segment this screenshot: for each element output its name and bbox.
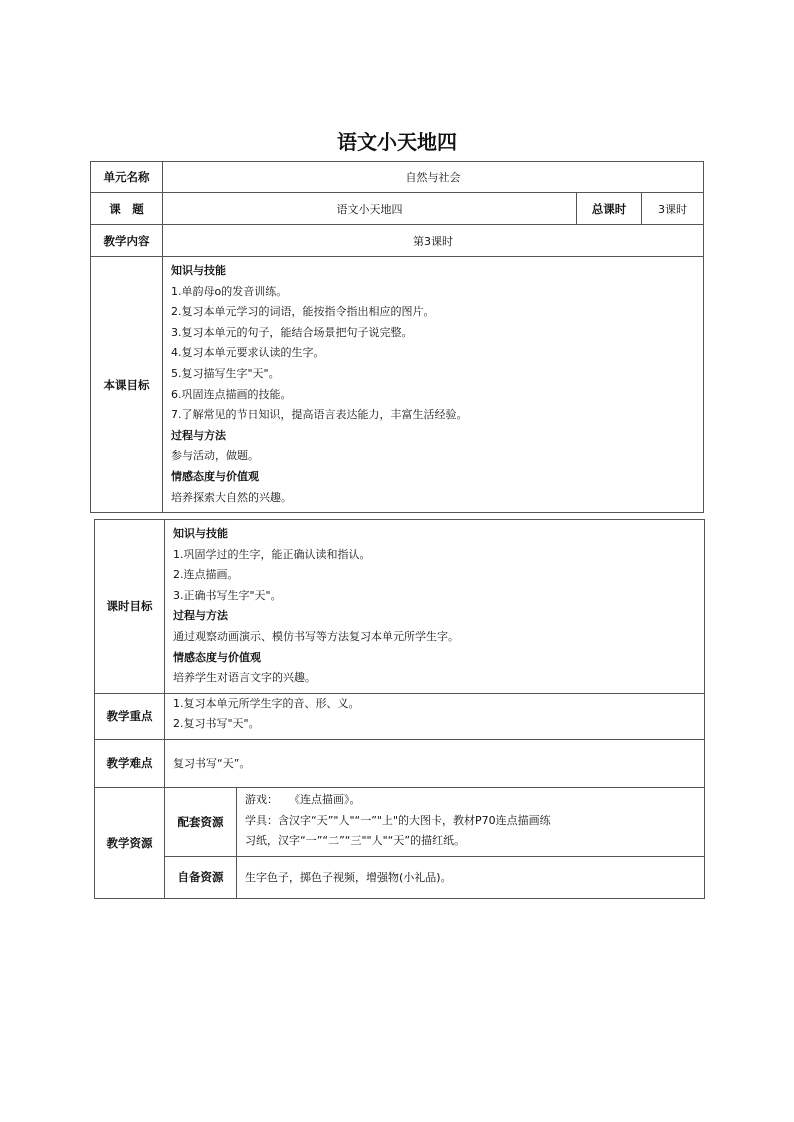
- key-points-label: 教学重点: [95, 693, 165, 739]
- unit-name-label: 单元名称: [91, 162, 163, 193]
- total-hours-label: 总课时: [577, 193, 642, 225]
- attitude-values-text: 培养学生对语言文字的兴趣。: [173, 671, 316, 685]
- lesson-info-table: [90, 161, 704, 513]
- knowledge-skills-heading: 知识与技能: [171, 264, 226, 277]
- matching-resources-label: 配套资源: [165, 787, 237, 856]
- resource-line: 游戏： 《连点描画》。: [245, 792, 361, 806]
- period-goal-item: 1.巩固学过的生字，能正确认读和指认。: [173, 547, 371, 561]
- period-goal-item: 3.正确书写生字"天"。: [173, 588, 282, 602]
- attitude-values-heading: 情感态度与价值观: [173, 650, 261, 664]
- lesson-goals-label: 本课目标: [91, 257, 163, 513]
- process-method-text: 参与活动，做题。: [171, 449, 259, 463]
- own-resources-label: 自备资源: [165, 856, 237, 898]
- goal-item: 1.单韵母o的发音训练。: [171, 284, 288, 298]
- attitude-values-heading: 情感态度与价值观: [171, 469, 259, 483]
- difficulty-label: 教学难点: [95, 739, 165, 787]
- goal-item: 6.巩固连点描画的技能。: [171, 387, 292, 401]
- period-goals-label: 课时目标: [95, 520, 165, 694]
- goal-item: 2.复习本单元学习的词语，能按指令指出相应的图片。: [171, 305, 435, 319]
- lesson-plan-table: [94, 519, 705, 899]
- difficulty-value: 复习书写“天”。: [165, 739, 705, 787]
- period-goals-content: [165, 520, 705, 694]
- process-method-heading: 过程与方法: [171, 428, 226, 442]
- process-method-heading: 过程与方法: [173, 609, 228, 623]
- page-title: 语文小天地四: [337, 130, 457, 154]
- key-points-content: [165, 693, 705, 739]
- unit-name-value: 自然与社会: [163, 162, 704, 193]
- total-hours-value: 3课时: [642, 193, 704, 225]
- goal-item: 5.复习描写生字"天"。: [171, 366, 280, 380]
- own-resources-value: 生字色子，掷色子视频，增强物(小礼品)。: [237, 856, 705, 898]
- goal-item: 4.复习本单元要求认读的生字。: [171, 346, 325, 360]
- period-goal-item: 2.连点描画。: [173, 568, 239, 582]
- goal-item: 3.复习本单元的句子，能结合场景把句子说完整。: [171, 325, 413, 339]
- resource-line: 习纸，汉字“一”“二”“三""人"“天”的描红纸。: [245, 834, 466, 848]
- process-method-text: 通过观察动画演示、模仿书写等方法复习本单元所学生字。: [173, 629, 459, 643]
- resource-line: 学具：含汉字“天”"人"“一”"上"的大图卡，教材P70连点描画练: [245, 813, 551, 827]
- lesson-title-label: 课 题: [91, 193, 163, 225]
- teaching-content-label: 教学内容: [91, 225, 163, 257]
- resources-label: 教学资源: [95, 787, 165, 898]
- key-point-item: 2.复习书写"天"。: [173, 717, 260, 731]
- lesson-goals-content: [163, 257, 704, 513]
- goal-item: 7.了解常见的节日知识，提高语言表达能力，丰富生活经验。: [171, 408, 468, 422]
- knowledge-skills-heading: 知识与技能: [173, 527, 228, 540]
- attitude-values-text: 培养探索大自然的兴趣。: [171, 490, 292, 504]
- teaching-content-value: 第3课时: [163, 225, 704, 257]
- key-point-item: 1.复习本单元所学生字的音、形、义。: [173, 696, 360, 710]
- lesson-title-value: 语文小天地四: [163, 193, 577, 225]
- matching-resources-content: [237, 787, 705, 856]
